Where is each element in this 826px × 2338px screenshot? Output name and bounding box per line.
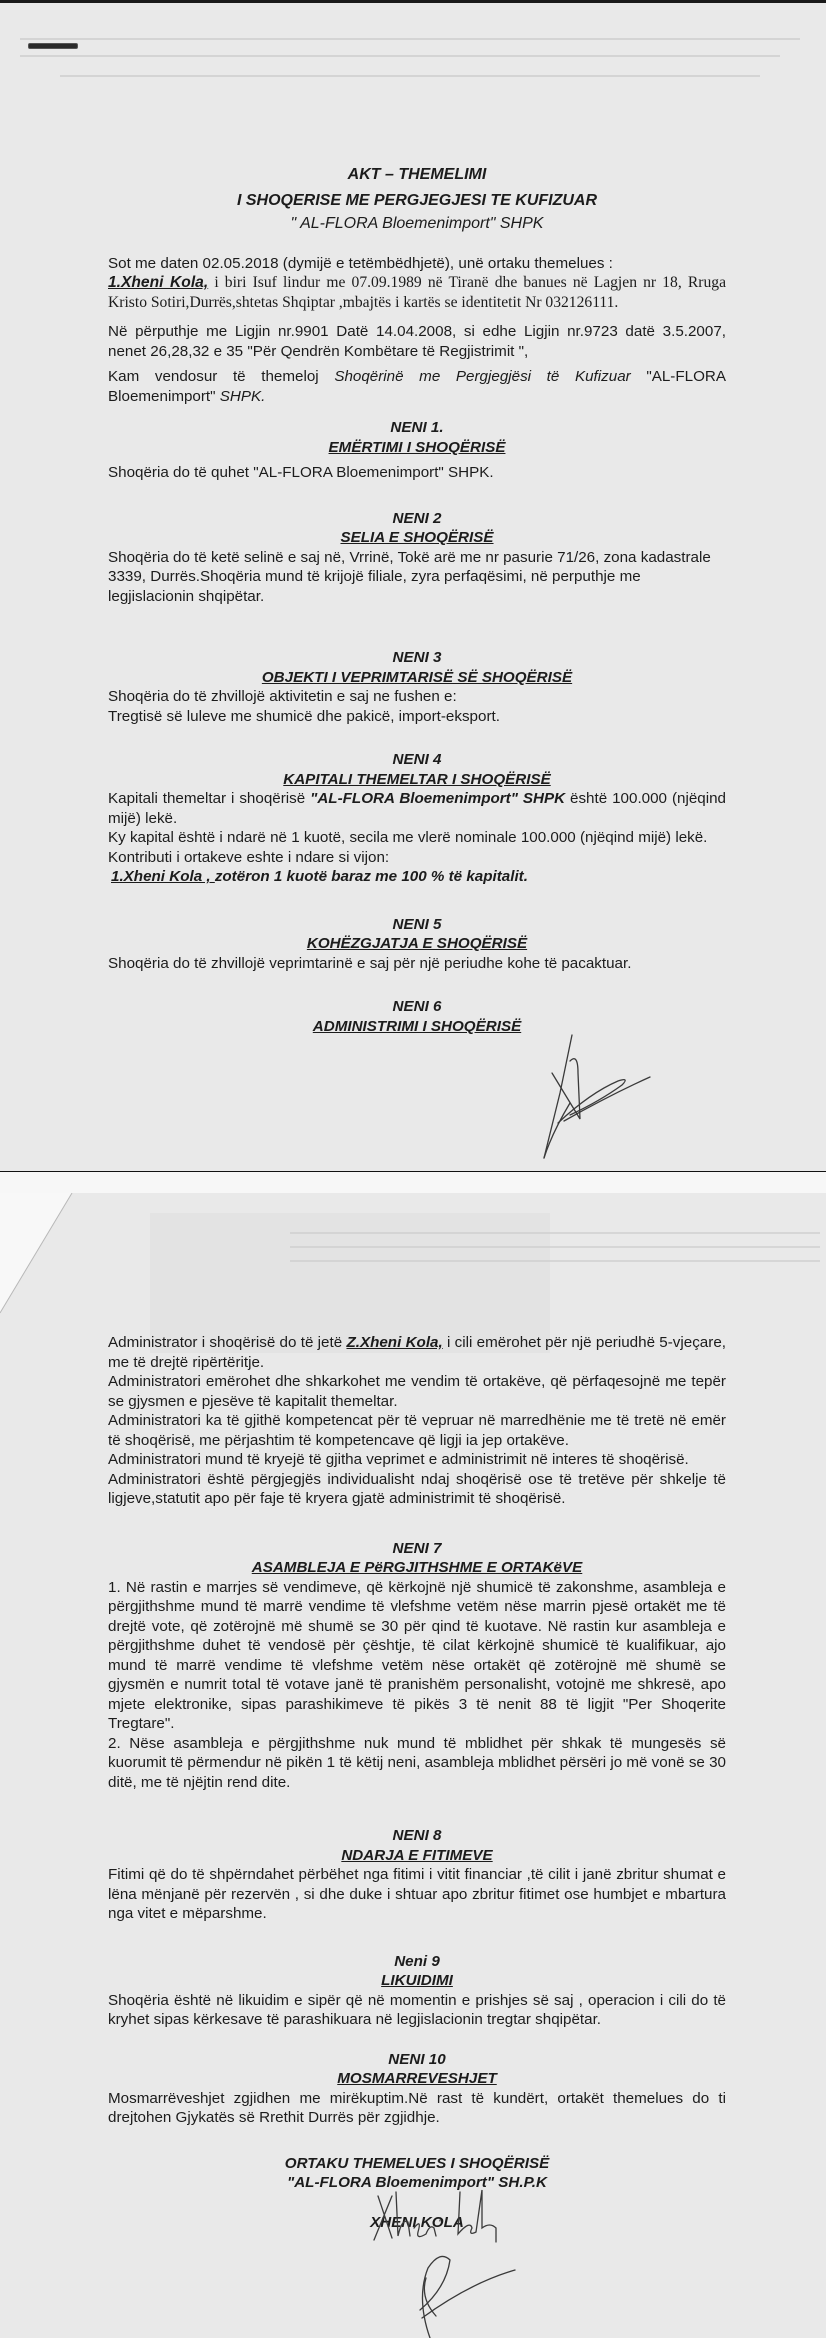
signature-stroke xyxy=(564,1077,650,1121)
article-5-text: Shoqëria do të zhvillojë veprimtarinë e saj për një periudhe kohe të pacaktuar. xyxy=(108,954,632,972)
page-gap xyxy=(0,1172,826,1193)
article-number: NENI 4 xyxy=(392,751,442,768)
capital-text-start: Kapitali themeltar i shoqërisë xyxy=(108,790,311,807)
capital-text-end: është 100.000 (njëqind mijë) lekë. xyxy=(108,790,726,827)
document-title xyxy=(108,165,726,234)
closing-line-1: ORTAKU THEMELUES I SHOQËRISË xyxy=(284,2154,550,2172)
article-7-point-1: 1. Në rastin e marrjes së vendimeve, që kërkojnë një shumicë të zakonshme, asambleja e përgjithshme mund të marrë vendime të vlefshme vetëm nëse marrin pjesë ortakët me të drejtë vote, që zotërojnë më shumë se 30 për qind të kuotave. Në rastin kur asambleja e përgjithshme duhet të vendosë për çështje, të cilat kërkojnë shumicë të kualifikuar, ajo mund të marrë vendime të vlefshme vetëm nëse ortakët që zotërojnë më shumë se gjysmën e numrit total të votave janë të pranishëm personalisht, votojnë me shkresë, apo mjete elektronike, sipas parashikimeve të pikës 3 të nenit 88 të ligjit "Per Shoqerite Tregtare". xyxy=(108,1578,726,1732)
administrator-actions: Administratori mund të kryejë të gjitha veprimet e administrimit në interes të shoqërisë. xyxy=(108,1451,689,1468)
page-2-content xyxy=(108,1333,726,2232)
article-heading: MOSMARREVESHJET xyxy=(337,2070,497,2087)
capital-paragraph xyxy=(108,789,726,828)
article-8-text: Fitimi që do të shpërndahet përbëhet nga fitimi i vitit financiar ,të cilit i janë zbritur shumat e lëna mënjanë për rezervën , si dhe duke i shtuar apo zbritur fitimet ose humbjet e mbartura nga vitet e mëparshme. xyxy=(108,1866,726,1922)
article-2 xyxy=(108,509,726,548)
article-3 xyxy=(108,648,726,687)
founder-details: i biri Isuf lindur me 07.09.1989 në Tiranë dhe banues në Lagjen nr 18, Rruga Kristo Sotiri,Durrës,shtetas Shqiptar ,mbajtës i kartës se identitetit Nr 032126111. xyxy=(108,274,727,311)
closing-line-2: "AL-FLORA Bloemenimport" SH.P.K xyxy=(287,2174,547,2191)
signature-stroke xyxy=(544,1035,572,1158)
decision-company: "AL-FLORA Bloemenimport" xyxy=(108,368,726,405)
administrator-liability: Administratori është përgjegjës individualisht ndaj shoqërisë ose të tretëve për shkelje të ligjeve,statutit apo për faje të kryera gjatë administrimit të shoqërisë. xyxy=(108,1470,726,1507)
article-number: NENI 6 xyxy=(392,998,442,1015)
signature-stroke xyxy=(424,2278,436,2316)
article-number: NENI 7 xyxy=(392,1539,442,1557)
signature-stroke xyxy=(396,2192,410,2236)
article-number: NENI 5 xyxy=(392,915,442,933)
article-heading: OBJEKTI I VEPRIMTARISË SË SHOQËRISË xyxy=(261,668,573,686)
decision-paragraph xyxy=(108,367,726,406)
article-number: NENI 2 xyxy=(392,509,442,527)
article-1 xyxy=(108,418,726,457)
founder-name: 1.Xheni Kola, xyxy=(108,274,209,291)
company-type: Shoqërinë me Pergjegjësi të Kufizuar xyxy=(334,368,631,385)
administrator-competences: Administratori ka të gjithë kompetencat për të vepruar në marredhënie me të tretë në emër të shoqërisë, me përjashtim të kompetencave që ligji ia jep ortakëve. xyxy=(108,1412,726,1449)
title-company-name: " AL-FLORA Bloemenimport" SHPK xyxy=(290,215,544,232)
quota-paragraph: Ky kapital është i ndarë në 1 kuotë, secila me vlerë nominale 100.000 (njëqind mijë) lekë. xyxy=(108,829,708,846)
administrator-text-end: i cili emërohet për një periudhë 5-vjeçare, me të drejtë ripërtëritje. xyxy=(108,1334,726,1371)
article-heading: EMËRTIMI I SHOQËRISË xyxy=(328,438,506,456)
article-heading: ASAMBLEJA E PëRGJITHSHME E ORTAKëVE xyxy=(251,1559,583,1576)
signature-stroke xyxy=(558,1080,625,1123)
signature-stroke xyxy=(420,2256,450,2338)
article-number: NENI 1. xyxy=(390,419,444,436)
article-heading: LIKUIDIMI xyxy=(381,1972,453,1989)
page-1-content xyxy=(108,165,726,1036)
administrator-appointment: Administratori emërohet dhe shkarkohet me vendim të ortakëve, që përfaqesojnë me tepër se gjysmen e pjesëve të kapitalit themeltar. xyxy=(108,1373,726,1410)
article-7-point-2: 2. Nëse asambleja e përgjithshme nuk mund të mblidhet për shkak të mungesës së kuorumit të përmendur në pikën 1 të këtij neni, asambleja mblidhet përsëri jo më vonë se 30 ditë, me të njëjtin rend dite. xyxy=(108,1734,726,1791)
signature-stroke xyxy=(374,2196,392,2240)
article-6 xyxy=(108,997,726,1036)
title-line-1: AKT – THEMELIMI xyxy=(347,166,487,183)
bleed-through-line xyxy=(60,75,760,77)
handwritten-signature xyxy=(300,2188,580,2338)
decision-shpk: SHPK. xyxy=(215,387,266,405)
signature-stroke xyxy=(414,2220,440,2237)
holder-line xyxy=(108,867,726,887)
article-number: NENI 3 xyxy=(392,649,442,666)
signature-stroke xyxy=(458,2190,496,2242)
holder-share: zotëron 1 kuotë baraz me 100 % të kapitalit. xyxy=(214,868,528,885)
article-heading: ADMINISTRIMI I SHOQËRISË xyxy=(312,1017,522,1035)
article-2-text: Shoqëria do të ketë selinë e saj në, Vrrinë, Tokë arë me nr pasurie 71/26, zona kadastrale 3339, Durrës.Shoqëria mund të krijojë filiale, zyra perfaqësimi, në perputhje me legjislacionin shqipëtar. xyxy=(108,548,711,605)
article-number: NENI 8 xyxy=(392,1827,442,1844)
staple-mark xyxy=(28,43,78,49)
contribution-line: Kontributi i ortakeve eshte i ndare si vijon: xyxy=(108,848,390,866)
intro-date-line: Sot me daten 02.05.2018 (dymijë e tetëmbëdhjetë), unë ortaku themelues : xyxy=(108,254,613,272)
article-8 xyxy=(108,1826,726,1865)
article-10-text: Mosmarrëveshjet zgjidhen me mirëkuptim.Në rast të kundërt, ortakët themelues do ti drejtohen Gjykatës së Rrethit Durrës për zgjidhje. xyxy=(108,2089,726,2126)
signer-name: XHENI KOLA xyxy=(370,2213,464,2231)
administrator-name: Z.Xheni Kola, xyxy=(346,1334,443,1351)
administrator-paragraph xyxy=(108,1333,726,1372)
title-line-2: I SHOQERISE ME PERGJEGJESI TE KUFIZUAR xyxy=(236,191,598,209)
document-page-2 xyxy=(0,1193,826,2338)
article-heading: SELIA E SHOQËRISË xyxy=(340,529,494,546)
article-5 xyxy=(108,915,726,954)
article-4 xyxy=(108,750,726,789)
article-heading: KAPITALI THEMELTAR I SHOQËRISË xyxy=(283,770,551,788)
article-7 xyxy=(108,1539,726,1578)
capital-company: "AL-FLORA Bloemenimport" SHPK xyxy=(310,790,566,807)
bleed-through-line xyxy=(20,38,800,40)
signature-stroke xyxy=(544,1103,570,1158)
legal-basis-paragraph: Në përputhje me Ligjin nr.9901 Datë 14.04.2008, si edhe Ligjin nr.9723 datë 3.5.2007, nenet 26,28,32 e 35 "Për Qendrën Kombëtare të Regjistrimit ", xyxy=(108,323,726,360)
article-3-line-1: Shoqëria do të zhvillojë aktivitetin e saj ne fushen e: xyxy=(108,688,457,705)
article-number: NENI 10 xyxy=(388,2050,446,2068)
article-10 xyxy=(108,2050,726,2089)
holder-name: 1.Xheni Kola , xyxy=(111,868,215,885)
administrator-text-start: Administrator i shoqërisë do të jetë xyxy=(108,1334,347,1351)
article-3-line-2: Tregtisë së luleve me shumicë dhe pakicë, import-eksport. xyxy=(108,707,500,725)
article-number: Neni 9 xyxy=(394,1952,440,1970)
article-heading: KOHËZGJATJA E SHOQËRISË xyxy=(306,935,528,952)
bleed-through-line xyxy=(20,55,780,57)
initials-signature-page-1 xyxy=(530,1033,680,1172)
article-heading: NDARJA E FITIMEVE xyxy=(341,1846,493,1864)
founder-paragraph xyxy=(108,273,726,312)
article-1-text: Shoqëria do të quhet "AL-FLORA Bloemenimport" SHPK. xyxy=(108,464,494,481)
article-9 xyxy=(108,1952,726,1991)
decision-text: Kam vendosur të themeloj xyxy=(108,368,335,385)
article-9-text: Shoqëria është në likuidim e sipër që në momentin e prishjes së saj , operacion i cili do të kryhet sipas kërkesave të parashikuara në legjislacionin tregtar shqipëtar. xyxy=(108,1991,726,2028)
